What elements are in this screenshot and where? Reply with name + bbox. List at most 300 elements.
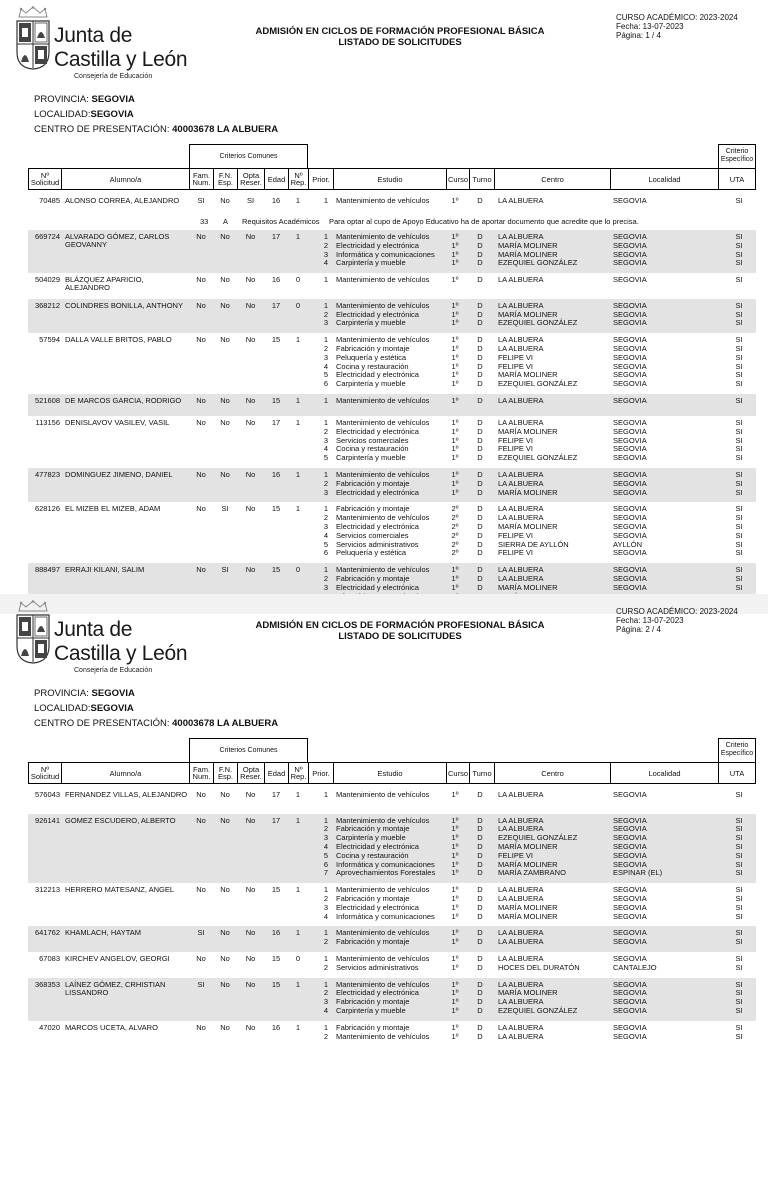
course-list: 1º xyxy=(451,395,459,405)
locality-label: LOCALIDAD: xyxy=(34,109,91,120)
coat-of-arms-icon xyxy=(16,614,50,664)
header-uta: UTA xyxy=(729,768,745,778)
shift-list: D D D D D D xyxy=(477,504,483,558)
priority-list: 1 2 3 xyxy=(323,300,328,328)
repetitions: 1 xyxy=(295,979,301,989)
shift-list: D D D xyxy=(477,469,483,497)
location-info xyxy=(34,686,278,731)
priority-list: 1 2 xyxy=(323,953,328,972)
special-family: No xyxy=(220,417,230,427)
repetitions: 0 xyxy=(295,275,301,285)
age: 17 xyxy=(271,815,281,825)
header-prior: Prior. xyxy=(309,763,334,783)
table-row xyxy=(28,1021,756,1047)
crown-icon xyxy=(16,6,50,18)
age: 15 xyxy=(271,395,281,405)
brand-line-2: Castilla y León xyxy=(54,48,188,71)
repetitions: 1 xyxy=(295,815,301,825)
special-family: No xyxy=(220,953,230,963)
header-locality: Localidad xyxy=(611,763,719,783)
center-list: LA ALBUERA LA ALBUERA xyxy=(498,1022,544,1041)
study-list: Mantenimiento de vehículos xyxy=(336,275,430,285)
special-family: No xyxy=(220,885,230,895)
shift-list: D xyxy=(477,196,483,205)
shift-list: D D D xyxy=(477,300,483,328)
table-row xyxy=(28,416,756,468)
reserve-option: No xyxy=(245,979,256,989)
uta-list: SI SI SI SI SI SI xyxy=(735,335,743,389)
repetitions: 1 xyxy=(295,196,301,205)
page-number: Página: 2 / 4 xyxy=(616,625,661,634)
repetitions: 1 xyxy=(295,790,301,799)
center-list: LA ALBUERA LA ALBUERA MARÍA MOLINER FELIPE VI SIERRA DE AYLLÓN FELIPE VI xyxy=(498,504,569,558)
document-meta xyxy=(616,13,738,40)
shift-list: D D D D xyxy=(477,885,483,921)
province-label: PROVINCIA: xyxy=(34,688,89,699)
study-list: Mantenimiento de vehículos Fabricación y montaje Peluquería y estética Cocina y restauración Electricidad y electrónica Carpintería y mueble xyxy=(336,335,430,389)
special-family: No xyxy=(220,335,230,345)
study-list: Mantenimiento de vehículos Electricidad y electrónica Fabricación y montaje Carpintería y mueble xyxy=(336,979,430,1015)
student-name: FERNANDEZ VILLAS, ALEJANDRO xyxy=(65,790,188,799)
large-family: No xyxy=(196,469,206,479)
shift-list: D D xyxy=(477,928,483,947)
request-number: 47020 xyxy=(39,1022,60,1032)
header-study: Estudio xyxy=(334,763,447,783)
center-list: LA ALBUERA xyxy=(498,790,544,799)
locality-list: SEGOVIA SEGOVIA xyxy=(613,928,647,947)
repetitions: 1 xyxy=(295,1022,301,1032)
age: 15 xyxy=(271,504,281,514)
center-list: LA ALBUERA xyxy=(498,275,544,285)
common-criteria-header: Criterios Comunes xyxy=(189,144,308,168)
repetitions: 1 xyxy=(295,335,301,345)
course-list: 1º 1º 1º xyxy=(451,565,459,592)
reserve-option: No xyxy=(245,928,256,938)
locality-list: SEGOVIA xyxy=(613,395,647,405)
brand-line-2: Castilla y León xyxy=(54,642,188,665)
reserve-option: No xyxy=(245,395,256,405)
special-family: SI xyxy=(221,565,229,575)
study-list: Mantenimiento de vehículos xyxy=(336,790,430,799)
center-label: CENTRO DE PRESENTACIÓN: xyxy=(34,124,170,135)
course-list: 1º 1º xyxy=(451,953,459,972)
age: 17 xyxy=(271,790,281,799)
large-family: No xyxy=(196,504,206,514)
table-row xyxy=(28,194,756,230)
shift-list: D D xyxy=(477,953,483,972)
large-family: No xyxy=(196,953,206,963)
locality-value: SEGOVIA xyxy=(90,109,134,120)
student-name: BLÁZQUEZ APARICIO, ALEJANDRO xyxy=(65,275,144,293)
locality-list: SEGOVIA SEGOVIA SEGOVIA SEGOVIA xyxy=(613,979,647,1015)
shift-list: D xyxy=(477,275,483,285)
center-list: LA ALBUERA LA ALBUERA EZEQUIEL GONZÁLEZ MARÍA MOLINER FELIPE VI MARÍA MOLINER MARÍA ZAMBRANO xyxy=(498,815,578,878)
course-list: 1º xyxy=(451,196,459,205)
special-family: SI xyxy=(221,504,229,514)
center-list: LA ALBUERA MARÍA MOLINER EZEQUIEL GONZÁLEZ xyxy=(498,300,578,328)
center-label: CENTRO DE PRESENTACIÓN: xyxy=(34,718,170,729)
title-line-2: LISTADO DE SOLICITUDES xyxy=(338,37,462,48)
age: 17 xyxy=(271,417,281,427)
study-list: Mantenimiento de vehículos Fabricación y montaje Electricidad y electrónica xyxy=(336,565,430,592)
request-number: 368353 xyxy=(34,979,60,989)
title-line-2: LISTADO DE SOLICITUDES xyxy=(338,631,462,642)
request-number: 641762 xyxy=(34,928,60,938)
header-student: Alumno/a xyxy=(62,763,190,783)
study-list: Mantenimiento de vehículos xyxy=(336,395,430,405)
specific-criteria-header: Criterio Específico xyxy=(718,738,756,762)
province-line xyxy=(34,686,278,701)
course-list: 1º 1º 1º xyxy=(451,469,459,497)
repetitions: 0 xyxy=(295,300,301,310)
student-name: GOMEZ ESCUDERO, ALBERTO xyxy=(65,815,176,825)
shift-list: D D D D xyxy=(477,979,483,1015)
reserve-option: No xyxy=(245,790,256,799)
study-list: Mantenimiento de vehículos Servicios administrativos xyxy=(336,953,430,972)
request-number: 669724 xyxy=(34,232,60,241)
large-family: No xyxy=(196,885,206,895)
reserve-option: No xyxy=(245,232,256,241)
student-name: LAÍNEZ GÓMEZ, CRHISTIAN LISSANDRO xyxy=(65,979,166,997)
special-family: No xyxy=(220,275,230,285)
junta-logo xyxy=(14,600,194,678)
coat-of-arms-icon xyxy=(16,20,50,70)
repetitions: 1 xyxy=(295,504,301,514)
uta-list: SI SI SI SI xyxy=(735,232,743,268)
center-list: LA ALBUERA LA ALBUERA xyxy=(498,928,544,947)
large-family: No xyxy=(196,565,206,575)
center-list: LA ALBUERA xyxy=(498,395,544,405)
center-list: LA ALBUERA MARÍA MOLINER MARÍA MOLINER EZEQUIEL GONZÁLEZ xyxy=(498,232,578,268)
student-name: ALONSO CORREA, ALEJANDRO xyxy=(65,196,180,205)
age: 16 xyxy=(271,928,281,938)
request-number: 504029 xyxy=(34,275,60,285)
age: 15 xyxy=(271,565,281,575)
date-label: Fecha: 13-07-2023 xyxy=(616,616,684,625)
locality-list: SEGOVIA xyxy=(613,196,647,205)
course-list: 1º xyxy=(451,790,459,799)
priority-list: 1 2 3 xyxy=(323,565,328,592)
header-uta: UTA xyxy=(729,174,745,184)
study-list: Mantenimiento de vehículos Electricidad y electrónica Informática y comunicaciones Carpintería y mueble xyxy=(336,232,435,268)
locality-value: SEGOVIA xyxy=(90,703,134,714)
priority-list: 1 xyxy=(323,275,328,285)
special-family: No xyxy=(220,469,230,479)
student-name: DOMINGUEZ JIMENO, DANIEL xyxy=(65,469,173,479)
special-family: No xyxy=(220,928,230,938)
table-row xyxy=(28,502,756,563)
large-family: No xyxy=(196,1022,206,1032)
age: 15 xyxy=(271,335,281,345)
academic-year: CURSO ACADÉMICO: 2023-2024 xyxy=(616,607,738,616)
uta-list: SI xyxy=(735,395,743,405)
document-title xyxy=(200,620,600,642)
applications-table xyxy=(28,788,756,1046)
age: 15 xyxy=(271,953,281,963)
center-list: LA ALBUERA LA ALBUERA MARÍA MOLINER MARÍA MOLINER xyxy=(498,885,558,921)
course-list: 2º 2º 2º 2º 2º 2º xyxy=(451,504,459,558)
center-list: LA ALBUERA MARÍA MOLINER LA ALBUERA EZEQUIEL GONZÁLEZ xyxy=(498,979,578,1015)
table-header xyxy=(28,168,756,190)
table-row xyxy=(28,883,756,926)
center-value: 40003678 LA ALBUERA xyxy=(172,124,279,135)
crown-icon xyxy=(16,600,50,612)
locality-line xyxy=(34,701,278,716)
student-name: MARCOS UCETA, ALVARO xyxy=(65,1022,158,1032)
table-row xyxy=(28,978,756,1021)
request-number: 67083 xyxy=(39,953,60,963)
study-list: Fabricación y montaje Mantenimiento de vehículos xyxy=(336,1022,430,1041)
reserve-option: No xyxy=(245,504,256,514)
center-list: LA ALBUERA xyxy=(498,196,544,205)
student-name: ALVARADO GÓMEZ, CARLOS GEOVANNY xyxy=(65,232,170,249)
header-center: Centro xyxy=(495,763,611,783)
large-family: SI xyxy=(197,979,205,989)
shift-list: D D D xyxy=(477,565,483,592)
reserve-option: No xyxy=(245,469,256,479)
header-course: Curso xyxy=(447,763,470,783)
large-family: No xyxy=(196,335,206,345)
header-fne: F.N. Esp. xyxy=(214,763,238,783)
student-name: HERRERO MATESANZ, ANGEL xyxy=(65,885,175,895)
student-name: DENISLAVOV VASILEV, VASIL xyxy=(65,417,170,427)
reserve-option: No xyxy=(245,565,256,575)
priority-list: 1 xyxy=(323,790,328,799)
large-family: SI xyxy=(197,196,205,205)
request-number: 521608 xyxy=(34,395,60,405)
title-line-1: ADMISIÓN EN CICLOS DE FORMACIÓN PROFESIONAL BÁSICA xyxy=(255,26,545,37)
table-row xyxy=(28,952,756,978)
priority-list: 1 2 3 4 5 6 xyxy=(323,504,328,558)
large-family: SI xyxy=(197,928,205,938)
request-number: 113156 xyxy=(35,417,60,427)
request-number: 926141 xyxy=(34,815,60,825)
uta-list: SI SI SI SI SI SI SI xyxy=(735,815,743,878)
locality-list: SEGOVIA SEGOVIA xyxy=(613,1022,647,1041)
age: 15 xyxy=(271,885,281,895)
priority-list: 1 2 3 4 xyxy=(323,885,328,921)
course-list: 1º 1º 1º 1º 1º 1º xyxy=(451,335,459,389)
table-row xyxy=(28,788,756,814)
reserve-option: SI xyxy=(246,196,255,205)
student-name: EL MIZEB EL MIZEB, ADAM xyxy=(65,504,161,514)
note-c: Requisitos Académicos xyxy=(242,217,320,226)
note-d: Para optar al cupo de Apoyo Educativo ha de aportar documento que acredite que lo precisa. xyxy=(329,217,639,226)
header-fam: Fam. Num. xyxy=(190,763,214,783)
shift-list: D D D D D xyxy=(477,417,483,463)
header-fne: F.N. Esp. xyxy=(214,169,238,189)
large-family: No xyxy=(196,815,206,825)
uta-list: SI xyxy=(735,275,743,285)
request-number: 477823 xyxy=(34,469,60,479)
reserve-option: No xyxy=(245,1022,256,1032)
repetitions: 1 xyxy=(295,232,301,241)
study-list: Mantenimiento de vehículos Fabricación y montaje Carpintería y mueble Electricidad y electrónica Cocina y restauración Informática y comunicaciones Aprovechamientos Forestales xyxy=(336,815,436,878)
center-list: LA ALBUERA LA ALBUERA MARÍA MOLINER xyxy=(498,469,558,497)
repetitions: 1 xyxy=(295,469,301,479)
locality-list: SEGOVIA SEGOVIA SEGOVIA xyxy=(613,300,647,328)
table-row xyxy=(28,926,756,952)
note-b: A xyxy=(223,217,229,226)
header-num: Nº Solicitud xyxy=(29,169,62,189)
uta-list: SI SI xyxy=(735,928,743,947)
province-value: SEGOVIA xyxy=(91,688,135,699)
age: 17 xyxy=(271,232,281,241)
large-family: No xyxy=(196,232,206,241)
uta-list: SI SI SI SI xyxy=(735,885,743,921)
repetitions: 1 xyxy=(295,395,301,405)
reserve-option: No xyxy=(245,300,256,310)
page-number: Página: 1 / 4 xyxy=(616,31,661,40)
special-family: No xyxy=(220,790,230,799)
special-family: No xyxy=(220,300,230,310)
locality-list: SEGOVIA SEGOVIA SEGOVIA SEGOVIA SEGOVIA SEGOVIA xyxy=(613,335,647,389)
document-page-2 xyxy=(0,594,768,1188)
student-name: KHAMLACH, HAYTAM xyxy=(65,928,141,938)
course-list: 1º xyxy=(451,275,459,285)
shift-list: D xyxy=(477,790,483,799)
table-row xyxy=(28,273,756,299)
student-name: KIRCHEV ANGELOV, GEORGI xyxy=(65,953,170,963)
uta-list: SI SI SI xyxy=(735,469,743,497)
special-family: No xyxy=(220,395,230,405)
priority-list: 1 2 3 xyxy=(323,469,328,497)
header-age: Edad xyxy=(265,763,289,783)
header-prior: Prior. xyxy=(309,169,334,189)
province-value: SEGOVIA xyxy=(91,94,135,105)
table-row xyxy=(28,814,756,884)
student-name: ERRAJI KILANI, SALIM xyxy=(65,565,145,575)
age: 15 xyxy=(271,979,281,989)
age: 16 xyxy=(271,196,281,205)
student-name: DE MARCOS GARCIA, RODRIGO xyxy=(65,395,182,405)
center-list: LA ALBUERA LA ALBUERA MARÍA MOLINER xyxy=(498,565,558,592)
large-family: No xyxy=(196,300,206,310)
header-num: Nº Solicitud xyxy=(29,763,62,783)
study-list: Mantenimiento de vehículos Electricidad y electrónica Carpintería y mueble xyxy=(336,300,430,328)
course-list: 1º 1º xyxy=(451,928,459,947)
repetitions: 0 xyxy=(295,953,301,963)
request-number: 368212 xyxy=(34,300,60,310)
course-list: 1º 1º 1º xyxy=(451,300,459,328)
age: 16 xyxy=(271,1022,281,1032)
center-line xyxy=(34,122,278,137)
department-label: Consejería de Educación xyxy=(74,667,153,674)
center-line xyxy=(34,716,278,731)
shift-list: D xyxy=(477,395,483,405)
header-fam: Fam. Num. xyxy=(190,169,214,189)
uta-list: SI xyxy=(735,790,743,799)
age: 17 xyxy=(271,300,281,310)
header-study: Estudio xyxy=(334,169,447,189)
special-family: No xyxy=(220,196,230,205)
special-family: No xyxy=(220,232,230,241)
junta-logo xyxy=(14,6,194,84)
locality-list: SEGOVIA SEGOVIA SEGOVIA xyxy=(613,565,647,592)
request-number: 888497 xyxy=(34,565,60,575)
location-info xyxy=(34,92,278,137)
locality-label: LOCALIDAD: xyxy=(34,703,91,714)
locality-list: SEGOVIA SEGOVIA SEGOVIA SEGOVIA AYLLÓN SEGOVIA xyxy=(613,504,647,558)
center-list: LA ALBUERA LA ALBUERA FELIPE VI FELIPE VI MARÍA MOLINER EZEQUIEL GONZÁLEZ xyxy=(498,335,578,389)
center-list: LA ALBUERA HOCES DEL DURATÓN xyxy=(498,953,580,972)
study-list: Fabricación y montaje Mantenimiento de vehículos Electricidad y electrónica Servicios comerciales Servicios administrativos Peluquería y estética xyxy=(336,504,430,558)
repetitions: 0 xyxy=(295,565,301,575)
academic-year: CURSO ACADÉMICO: 2023-2024 xyxy=(616,13,738,22)
header-opta: Opta Reser. xyxy=(238,169,265,189)
shift-list: D D D D D D D xyxy=(477,815,483,878)
study-list: Mantenimiento de vehículos Electricidad y electrónica Servicios comerciales Cocina y restauración Carpintería y mueble xyxy=(336,417,430,463)
study-list: Mantenimiento de vehículos Fabricación y montaje Electricidad y electrónica xyxy=(336,469,430,497)
header-rep: Nº Rep. xyxy=(289,763,309,783)
locality-list: SEGOVIA CANTALEJO xyxy=(613,953,657,972)
table-row xyxy=(28,468,756,502)
header-age: Edad xyxy=(265,169,289,189)
reserve-option: No xyxy=(245,815,256,825)
priority-list: 1 2 3 4 5 6 xyxy=(323,335,328,389)
age: 16 xyxy=(271,469,281,479)
course-list: 1º 1º 1º 1º 1º xyxy=(451,417,459,463)
shift-list: D D D D xyxy=(477,232,483,268)
study-list: Mantenimiento de vehículos xyxy=(336,196,430,205)
applications-table xyxy=(28,194,756,606)
header-opta: Opta Reser. xyxy=(238,763,265,783)
province-line xyxy=(34,92,278,107)
request-number: 576043 xyxy=(34,790,60,799)
center-value: 40003678 LA ALBUERA xyxy=(172,718,279,729)
brand-line-1: Junta de xyxy=(54,618,133,641)
request-number: 312213 xyxy=(34,885,60,895)
course-list: 1º 1º 1º 1º xyxy=(451,979,459,1015)
locality-list: SEGOVIA SEGOVIA SEGOVIA SEGOVIA SEGOVIA SEGOVIA ESPINAR (EL) xyxy=(613,815,663,878)
date-label: Fecha: 13-07-2023 xyxy=(616,22,684,31)
title-line-1: ADMISIÓN EN CICLOS DE FORMACIÓN PROFESIONAL BÁSICA xyxy=(255,620,545,631)
priority-list: 1 2 3 4 xyxy=(323,979,328,1015)
reserve-option: No xyxy=(245,417,256,427)
uta-list: SI xyxy=(735,196,743,205)
shift-list: D D xyxy=(477,1022,483,1041)
table-header xyxy=(28,762,756,784)
student-name: DALLA VALLE BRITOS, PABLO xyxy=(65,335,172,345)
department-label: Consejería de Educación xyxy=(74,73,153,80)
uta-list: SI SI SI SI xyxy=(735,979,743,1015)
large-family: No xyxy=(196,275,206,285)
header-course: Curso xyxy=(447,169,470,189)
shift-list: D D D D D D xyxy=(477,335,483,389)
header-shift: Turno xyxy=(470,763,495,783)
table-row xyxy=(28,394,756,416)
large-family: No xyxy=(196,395,206,405)
common-criteria-header: Criterios Comunes xyxy=(189,738,308,762)
priority-list: 1 xyxy=(323,196,328,205)
locality-list: SEGOVIA xyxy=(613,790,647,799)
table-row xyxy=(28,299,756,333)
uta-list: SI SI xyxy=(735,1022,743,1041)
repetitions: 1 xyxy=(295,417,301,427)
header-shift: Turno xyxy=(470,169,495,189)
locality-list: SEGOVIA SEGOVIA SEGOVIA SEGOVIA xyxy=(613,885,647,921)
large-family: No xyxy=(196,790,206,799)
priority-list: 1 2 xyxy=(323,928,328,947)
reserve-option: No xyxy=(245,885,256,895)
header-locality: Localidad xyxy=(611,169,719,189)
request-number: 70485 xyxy=(39,196,60,205)
course-list: 1º 1º 1º 1º 1º 1º 1º xyxy=(451,815,459,878)
request-number: 628126 xyxy=(34,504,60,514)
study-list: Mantenimiento de vehículos Fabricación y montaje Electricidad y electrónica Informática y comunicaciones xyxy=(336,885,435,921)
special-family: No xyxy=(220,1022,230,1032)
center-list: LA ALBUERA MARÍA MOLINER FELIPE VI FELIPE VI EZEQUIEL GONZÁLEZ xyxy=(498,417,578,463)
